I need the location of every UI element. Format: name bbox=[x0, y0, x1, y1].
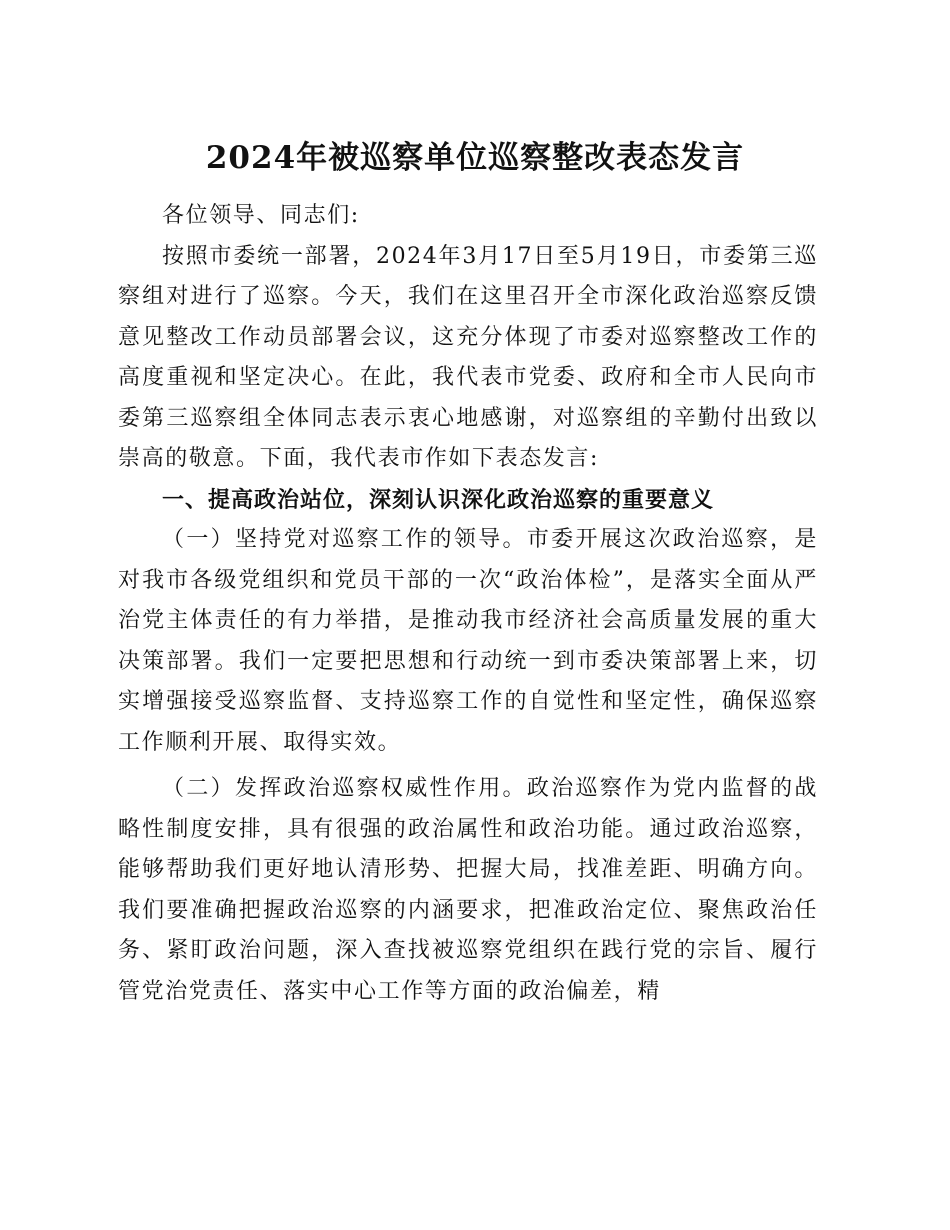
paragraph-subsection-1: （一）坚持党对巡察工作的领导。市委开展这次政治巡察，是对我市各级党组织和党员干部的一次“政治体检”，是落实全面从严治党主体责任的有力举措，是推动我市经济社会高质量发展的重大决策部署。我们一定要把思想和行动统一到市委决策部署上来，切实增强接受巡察监督、支持巡察工作的自觉性和坚定性，确保巡察工作顺利开展、取得实效。 bbox=[118, 527, 818, 755]
salutation: 各位领导、同志们: bbox=[162, 203, 360, 228]
paragraph-subsection-2: （二）发挥政治巡察权威性作用。政治巡察作为党内监督的战略性制度安排，具有很强的政治属性和政治功能。通过政治巡察，能够帮助我们更好地认清形势、把握大局，找准差距、明确方向。我们要准确把握政治巡察的内涵要求，把准政治定位、聚焦政治任务、紧盯政治问题，深入查找被巡察党组织在践行党的宗旨、履行管党治党责任、落实中心工作等方面的政治偏差，精 bbox=[118, 776, 818, 1004]
document-title: 2024年被巡察单位巡察整改表态发言 bbox=[205, 140, 745, 176]
section-heading-1: 一、提高政治站位，深刻认识深化政治巡察的重要意义 bbox=[162, 486, 715, 513]
document-body bbox=[118, 196, 818, 1012]
paragraph-intro: 按照市委统一部署，2024年3月17日至5月19日，市委第三巡察组对进行了巡察。今天，我们在这里召开全市深化政治巡察反馈意见整改工作动员部署会议，这充分体现了市委对巡察整改工作的高度重视和坚定决心。在此，我代表市党委、政府和全市人民向市委第三巡察组全体同志表示衷心地感谢，对巡察组的辛勤付出致以崇高的敬意。下面，我代表市作如下表态发言: bbox=[118, 243, 818, 471]
